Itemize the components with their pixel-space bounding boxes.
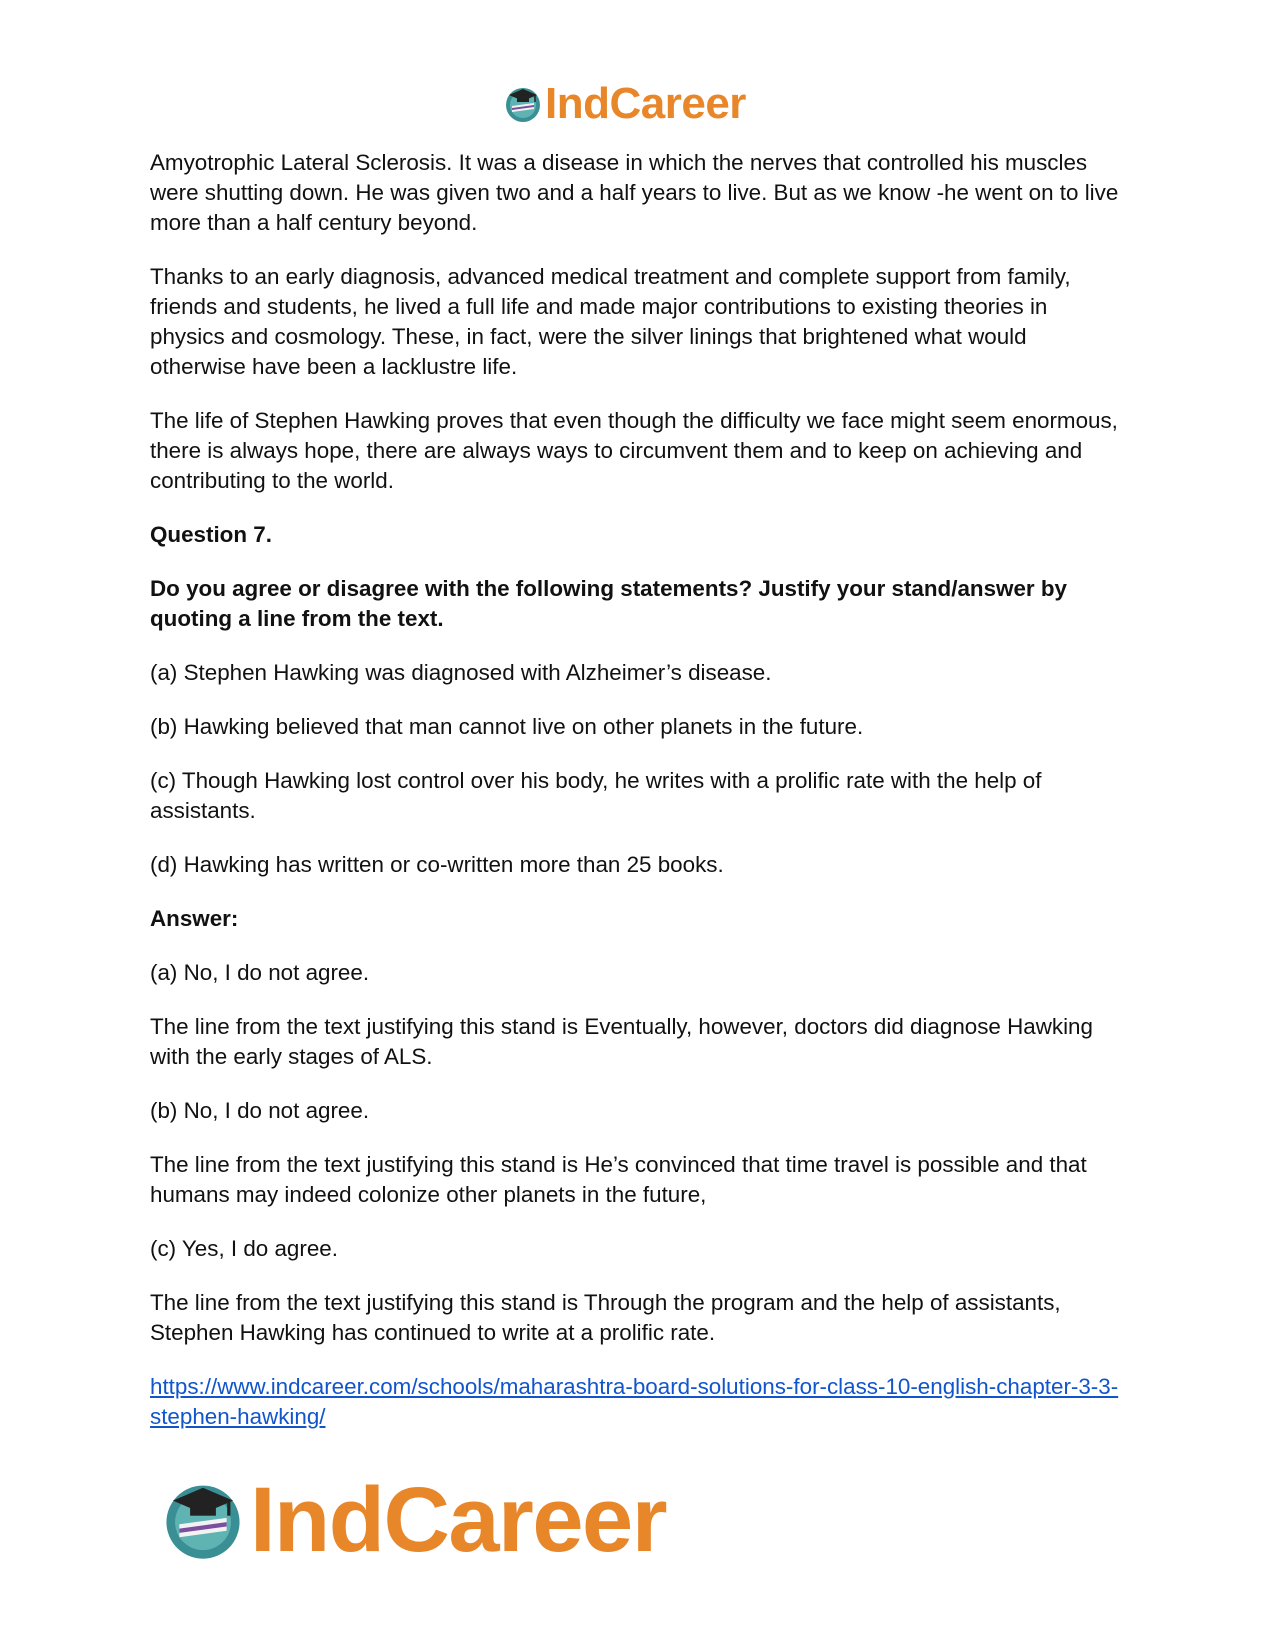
source-link[interactable]: https://www.indcareer.com/schools/maharashtra-board-solutions-for-class-10-english-chapter-3-3-stephen-hawking/ [150, 1374, 1119, 1429]
answer-item: (c) Yes, I do agree. [150, 1236, 338, 1261]
answer-item: (b) No, I do not agree. [150, 1098, 370, 1123]
statement-item: (b) Hawking believed that man cannot live on other planets in the future. [150, 714, 864, 739]
header-logo-text: IndCareer [545, 79, 746, 128]
graduation-cap-book-icon [160, 1477, 246, 1563]
document-body [150, 148, 1125, 1456]
paragraph: Thanks to an early diagnosis, advanced medical treatment and complete support from family, friends and students, he lived a full life and made major contributions to existing theories in physics and cosmology. These, in fact, were the silver linings that brightened what would otherwise have been a lacklustre life. [150, 264, 1071, 379]
question-prompt: Do you agree or disagree with the following statements? Justify your stand/answer by quoting a line from the text. [150, 576, 1067, 631]
answer-justification: The line from the text justifying this stand is Eventually, however, doctors did diagnose Hawking with the early stages of ALS. [150, 1014, 1093, 1069]
answer-heading: Answer: [150, 906, 239, 931]
footer-logo [160, 1470, 666, 1570]
statement-item: (a) Stephen Hawking was diagnosed with Alzheimer’s disease. [150, 660, 772, 685]
answer-justification: The line from the text justifying this stand is Through the program and the help of assistants, Stephen Hawking has continued to write at a prolific rate. [150, 1290, 1061, 1345]
answer-item: (a) No, I do not agree. [150, 960, 370, 985]
question-heading: Question 7. [150, 522, 272, 547]
statement-item: (d) Hawking has written or co-written more than 25 books. [150, 852, 724, 877]
graduation-cap-book-icon [503, 84, 543, 124]
answer-justification: The line from the text justifying this stand is He’s convinced that time travel is possible and that humans may indeed colonize other planets in the future, [150, 1152, 1087, 1207]
paragraph: The life of Stephen Hawking proves that even though the difficulty we face might seem enormous, there is always hope, there are always ways to circumvent them and to keep on achieving and contributing to the world. [150, 408, 1118, 493]
paragraph: Amyotrophic Lateral Sclerosis. It was a disease in which the nerves that controlled his muscles were shutting down. He was given two and a half years to live. But as we know -he went on to live more than a half century beyond. [150, 150, 1119, 235]
header-logo [503, 80, 746, 128]
footer-logo-text: IndCareer [250, 1469, 666, 1571]
statement-item: (c) Though Hawking lost control over his body, he writes with a prolific rate with the help of assistants. [150, 768, 1042, 823]
source-link-paragraph [150, 1372, 1125, 1432]
